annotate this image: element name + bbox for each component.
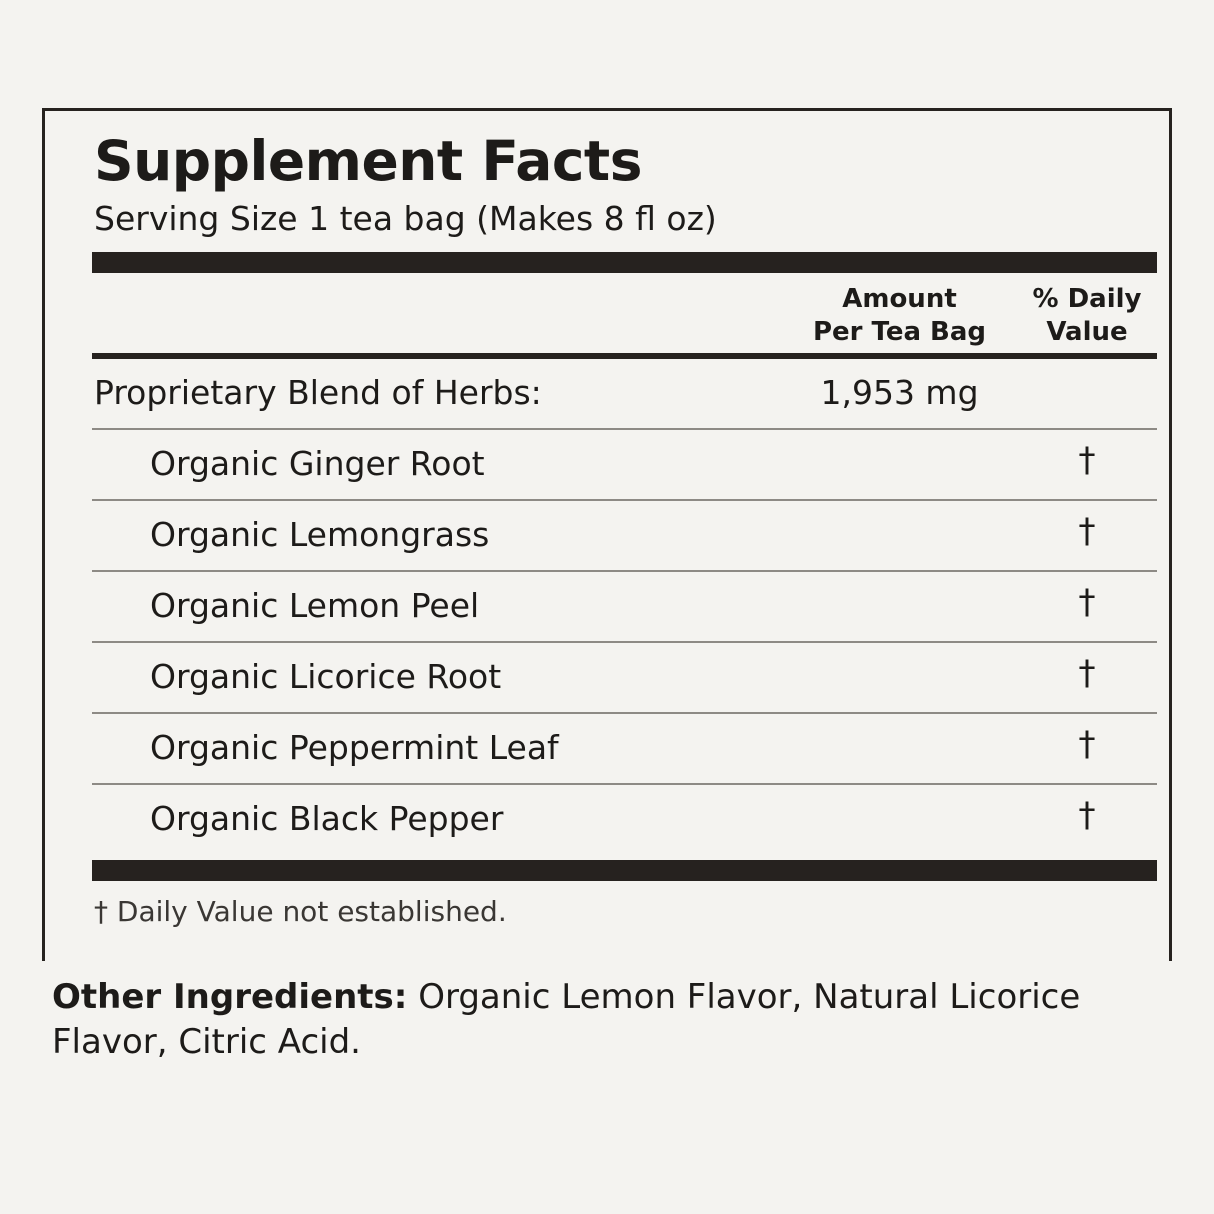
row-name: Organic Peppermint Leaf [150, 728, 559, 768]
table-row [92, 643, 1157, 712]
table-row [92, 572, 1157, 641]
amount-column-header [792, 283, 1007, 348]
amount-header-line1: Amount [842, 284, 957, 315]
other-ingredients [52, 975, 1172, 1065]
other-ingredients-value: Organic Lemon Flavor, Natural Licorice Flavor, Citric Acid. [52, 977, 1081, 1062]
row-name: Organic Lemon Peel [150, 586, 480, 626]
panel-content [92, 129, 1160, 929]
table-row [92, 359, 1157, 428]
daily-value-column-header [1017, 283, 1157, 348]
table-row [92, 501, 1157, 570]
row-name: Organic Black Pepper [150, 799, 504, 839]
row-name: Organic Licorice Root [150, 657, 502, 697]
row-daily-value: † [1078, 440, 1096, 481]
row-daily-value: † [1078, 582, 1096, 623]
row-amount: 1,953 mg [820, 373, 979, 413]
row-daily-value: † [1078, 511, 1096, 552]
other-ingredients-label: Other Ingredients: [52, 977, 408, 1017]
row-name: Proprietary Blend of Herbs: [94, 373, 542, 413]
daily-value-footnote: † Daily Value not established. [94, 895, 507, 929]
column-headers [92, 273, 1157, 353]
table-row [92, 714, 1157, 783]
supplement-facts-panel [42, 108, 1172, 961]
serving-size-text: Serving Size 1 tea bag (Makes 8 fl oz) [94, 198, 717, 238]
divider-thick-bottom [92, 860, 1157, 881]
dv-header-line1: % Daily [1032, 284, 1142, 315]
row-daily-value: † [1078, 653, 1096, 694]
dv-header-line2: Value [1046, 316, 1128, 347]
table-row [92, 785, 1157, 854]
row-name: Organic Ginger Root [150, 444, 485, 484]
divider-thick-top [92, 252, 1157, 273]
row-daily-value: † [1078, 724, 1096, 765]
amount-header-line2: Per Tea Bag [812, 316, 987, 347]
panel-title: Supplement Facts [94, 129, 642, 193]
row-name: Organic Lemongrass [150, 515, 490, 555]
table-row [92, 430, 1157, 499]
row-daily-value: † [1078, 795, 1096, 836]
